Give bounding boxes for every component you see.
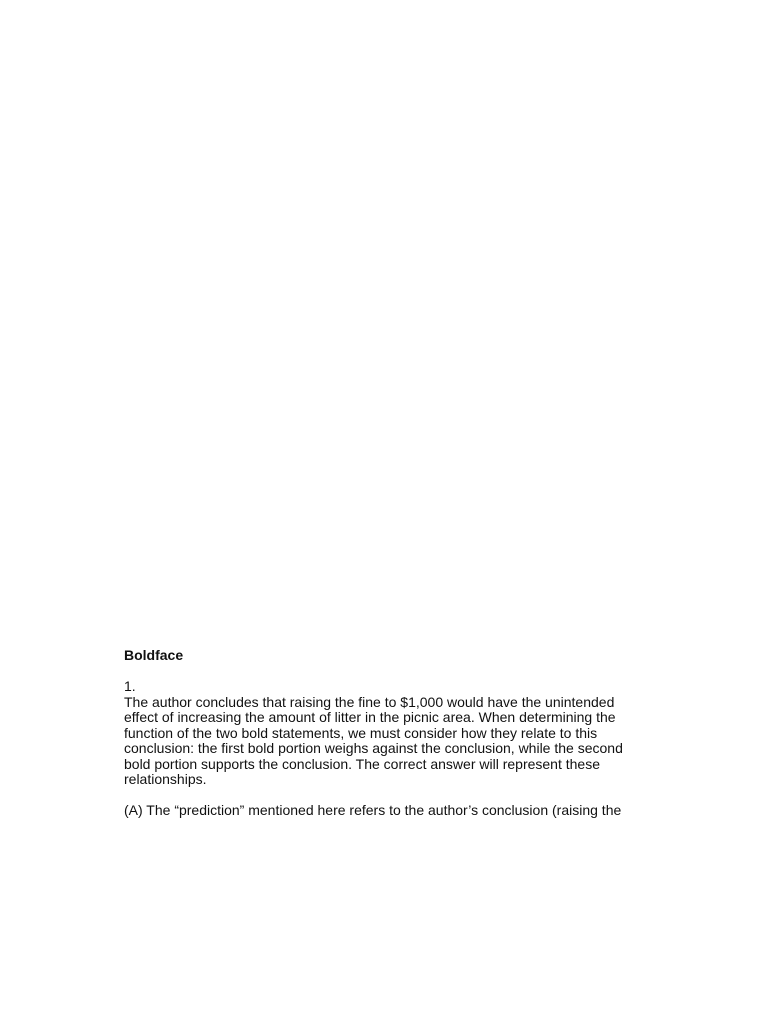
question-number: 1.: [124, 678, 136, 694]
document-content: [124, 648, 654, 819]
explanation-paragraph: The author concludes that raising the fine to $1,000 would have the unintended effect of increasing the amount of litter in the picnic area. When determining the function of the two bold statements, we must consider how they relate to this conclusion: the first bold portion weighs against the conclusion, while the second bold portion supports the conclusion. The correct answer will represent these relationships.: [124, 693, 623, 787]
section-heading: Boldface: [124, 647, 184, 663]
answer-option-a: (A) The “prediction” mentioned here refers to the author’s conclusion (raising the: [124, 802, 622, 818]
